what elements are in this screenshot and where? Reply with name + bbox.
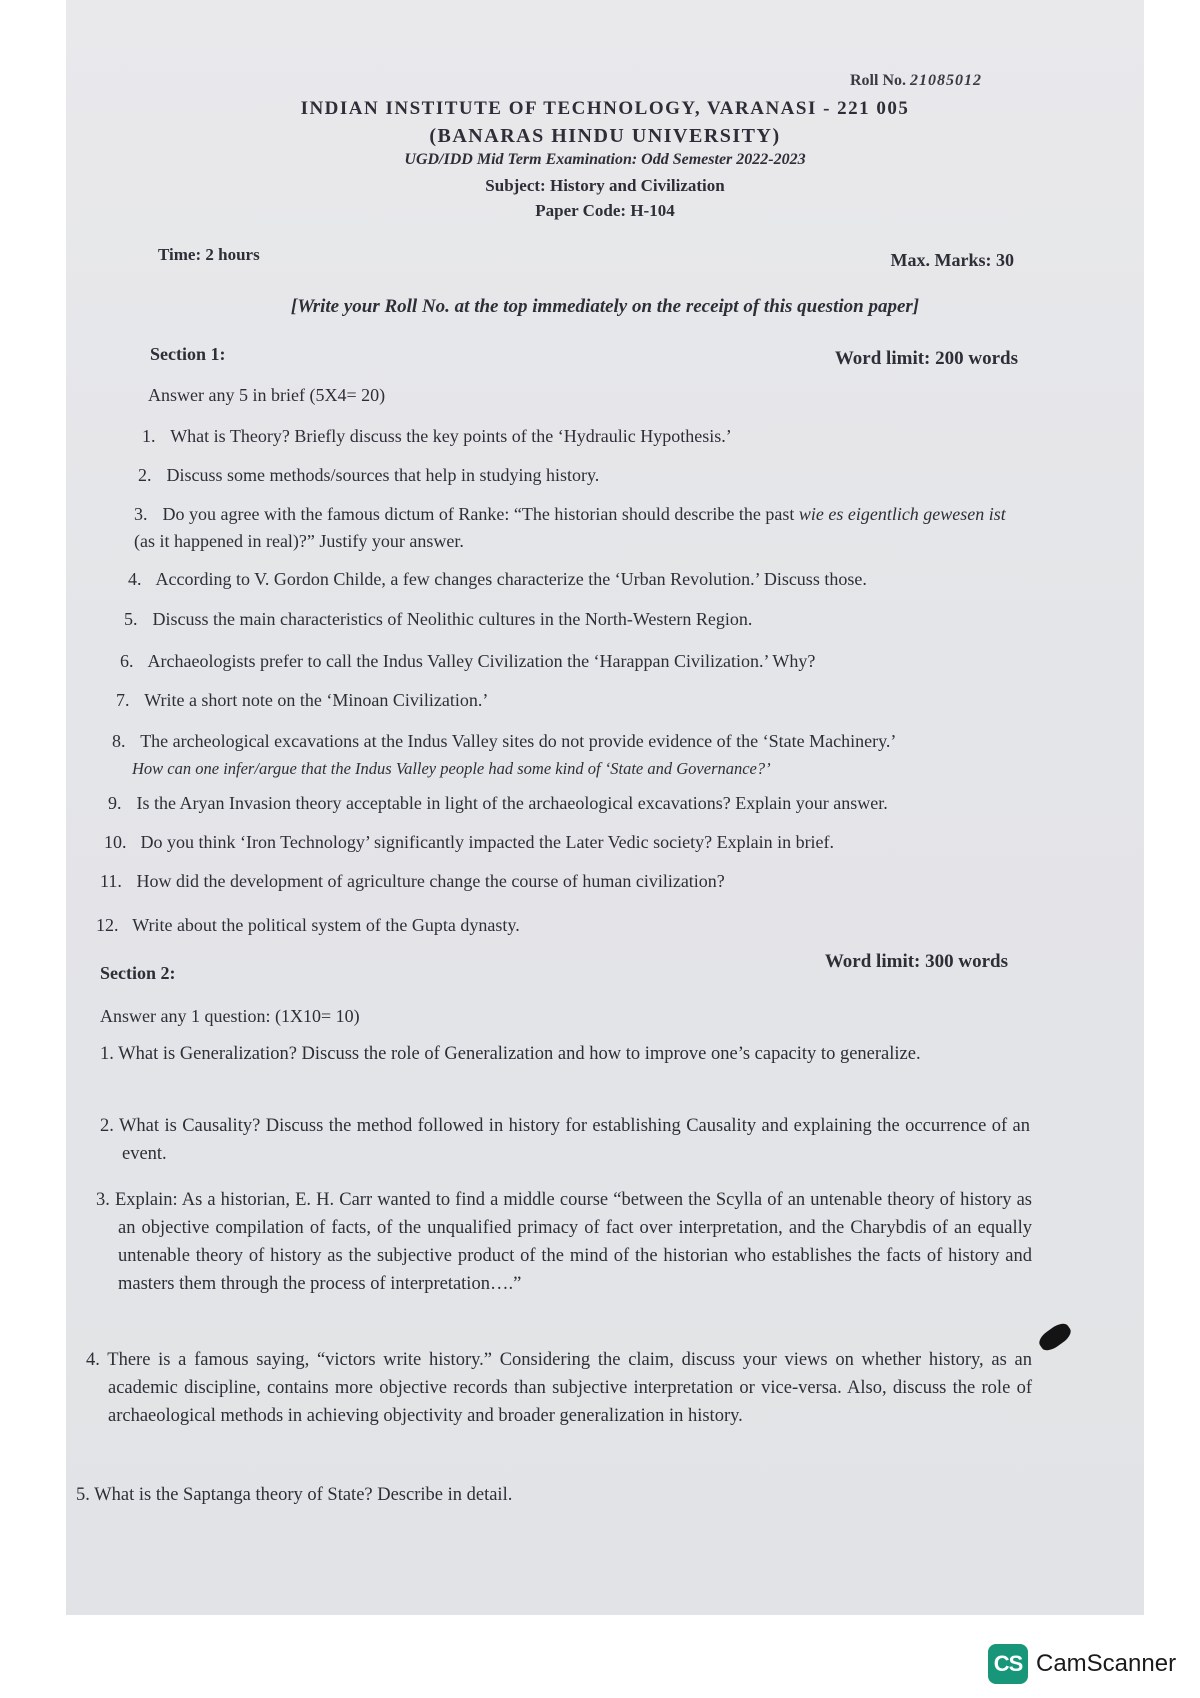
question-text: Archaeologists prefer to call the Indus Valley Civilization the ‘Harappan Civilization.’ Why? [147, 651, 816, 671]
institute-name: INDIAN INSTITUTE OF TECHNOLOGY, VARANASI - 221 005 [300, 98, 910, 119]
roll-value: 21085012 [910, 72, 982, 89]
paper-code: Paper Code: H-104 [535, 201, 675, 220]
question-number: 1. [100, 1044, 114, 1064]
section1-question-2 [138, 462, 599, 489]
question-number: 4. [128, 569, 142, 589]
question-text: What is Theory? Briefly discuss the key points of the ‘Hydraulic Hypothesis.’ [170, 426, 732, 446]
question-text: Is the Aryan Invasion theory acceptable in light of the archaeological excavations? Explain your answer. [136, 793, 888, 813]
ink-blot [1036, 1320, 1074, 1354]
question-text: Explain: As a historian, E. H. Carr wanted to find a middle course “between the Scylla of an untenable theory of history as an objective compilation of facts, of the unqualified primacy of fact over interpretation, and the Charybdis of an equally untenable theory of history as the subjective product of the mind of the historian who establishes the facts of history and masters them through the process of interpretation….” [114, 1190, 1032, 1294]
question-text-line2: How can one infer/argue that the Indus Valley people had some kind of ‘State and Governance?’ [132, 759, 771, 778]
question-text: What is the Saptanga theory of State? Describe in detail. [94, 1485, 513, 1505]
question-text: What is Generalization? Discuss the role of Generalization and how to improve one’s capacity to generalize. [118, 1044, 921, 1064]
instruction: [Write your Roll No. at the top immediately on the receipt of this question paper] [290, 296, 920, 317]
question-number: 8. [112, 731, 126, 751]
question-text: Write about the political system of the Gupta dynasty. [132, 915, 520, 935]
question-text: The archeological excavations at the Indus Valley sites do not provide evidence of the ‘State Machinery.’ [140, 731, 897, 751]
section1-note: Answer any 5 in brief (5X4= 20) [148, 385, 386, 405]
max-marks: Max. Marks: 30 [890, 250, 1014, 270]
question-text: Do you think ‘Iron Technology’ significantly impacted the Later Vedic society? Explain in brief. [140, 832, 835, 852]
time-allowed: Time: 2 hours [158, 245, 260, 264]
section1-word-limit: Word limit: 200 words [834, 348, 1018, 369]
question-number: 11. [100, 871, 122, 891]
question-text: According to V. Gordon Childe, a few changes characterize the ‘Urban Revolution.’ Discuss those. [155, 569, 867, 589]
question-text: Write a short note on the ‘Minoan Civilization.’ [144, 690, 489, 710]
university-name: (BANARAS HINDU UNIVERSITY) [429, 125, 781, 147]
section2-question-3 [96, 1186, 1032, 1298]
section2-question-2 [100, 1112, 1030, 1168]
camscanner-watermark [988, 1644, 1176, 1684]
question-number: 3. [134, 504, 148, 524]
question-text-italic: wie es eigentlich gewesen ist [798, 504, 1006, 524]
question-number: 3. [96, 1190, 110, 1210]
question-text: Discuss some methods/sources that help in studying history. [166, 465, 600, 485]
question-number: 12. [96, 915, 119, 935]
question-text: What is Causality? Discuss the method followed in history for establishing Causality and explaining the occurrence of an event. [118, 1116, 1030, 1164]
question-number: 5. [124, 609, 138, 629]
question-number: 2. [100, 1116, 114, 1136]
section1-question-9 [108, 790, 888, 817]
question-text: Do you agree with the famous dictum of Ranke: “The historian should describe the past [162, 504, 795, 524]
section2-word-limit: Word limit: 300 words [824, 951, 1008, 972]
section2-question-5 [76, 1481, 1016, 1509]
section1-question-7 [116, 687, 488, 714]
section2-question-1 [100, 1040, 1030, 1068]
question-paper [66, 0, 1144, 1615]
section1-question-12 [96, 912, 520, 939]
question-text: Discuss the main characteristics of Neolithic cultures in the North-Western Region. [152, 609, 753, 629]
roll-number [850, 72, 982, 90]
question-text-end: (as it happened in real)?” Justify your answer. [134, 531, 464, 551]
section2-title: Section 2: [100, 963, 176, 983]
question-number: 9. [108, 793, 122, 813]
question-number: 1. [142, 426, 156, 446]
section1-question-8 [112, 728, 1062, 782]
camscanner-text: CamScanner [1036, 1650, 1177, 1677]
section1-question-10 [104, 829, 834, 856]
question-number: 5. [76, 1485, 90, 1505]
section1-question-1 [142, 423, 732, 450]
section1-question-6 [120, 648, 815, 675]
subject-line: Subject: History and Civilization [485, 176, 725, 195]
exam-title: UGD/IDD Mid Term Examination: Odd Semester 2022-2023 [404, 151, 806, 168]
section1-question-4 [128, 566, 867, 593]
section1-question-3 [134, 501, 1014, 555]
question-number: 4. [86, 1350, 100, 1370]
question-number: 7. [116, 690, 130, 710]
question-number: 6. [120, 651, 134, 671]
section1-question-5 [124, 606, 752, 633]
section2-question-4 [86, 1346, 1032, 1430]
question-text: There is a famous saying, “victors write history.” Considering the claim, discuss your views on whether history, as an academic discipline, contains more objective records than subjective interpretation or vice-versa. Also, discuss the role of archaeological methods in achieving objectivity and broader generalization in history. [107, 1350, 1032, 1426]
section1-question-11 [100, 868, 725, 895]
question-text: How did the development of agriculture change the course of human civilization? [136, 871, 725, 891]
camscanner-logo-icon: CS [988, 1644, 1028, 1684]
section2-note: Answer any 1 question: (1X10= 10) [100, 1006, 360, 1026]
roll-label: Roll No. [850, 72, 906, 89]
section1-title: Section 1: [150, 344, 226, 364]
question-number: 2. [138, 465, 152, 485]
question-number: 10. [104, 832, 127, 852]
